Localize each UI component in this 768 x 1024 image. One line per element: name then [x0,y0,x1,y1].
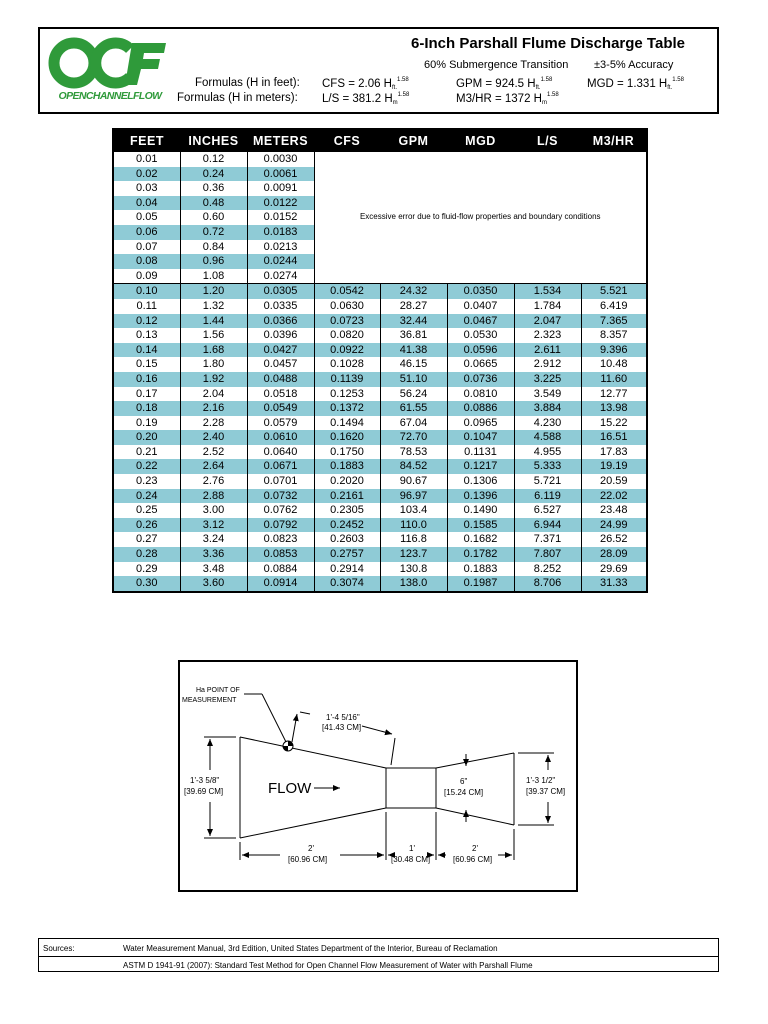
cell-feet: 0.09 [113,269,180,284]
cell-m3hr: 16.51 [581,430,647,445]
col-header-cfs: CFS [314,129,380,152]
top-dim-extension [391,738,395,765]
cell-meters: 0.0030 [247,152,314,167]
cell-inches: 0.36 [180,181,247,196]
cell-cfs: 0.0630 [314,299,380,314]
cell-gpm: 103.4 [380,503,447,518]
cell-mgd: 0.0596 [447,343,514,358]
cell-inches: 3.60 [180,576,247,592]
col-header-ls: L/S [514,129,581,152]
m3hr-formula: M3/HR = 1372 $H_m^{1.58}$ [456,92,559,106]
ha-label-line1: Ha POINT OF [196,687,240,694]
cell-gpm: 116.8 [380,532,447,547]
cell-mgd: 0.0665 [447,357,514,372]
cell-m3hr: 10.48 [581,357,647,372]
table-row [113,343,647,358]
cell-meters: 0.0305 [247,284,314,299]
bottom-mid-feet: 1' [409,844,415,853]
table-row [113,562,647,577]
cell-feet: 0.08 [113,254,180,269]
cell-inches: 3.12 [180,518,247,533]
cell-gpm: 36.81 [380,328,447,343]
cell-meters: 0.0640 [247,445,314,460]
table-row [113,503,647,518]
cell-feet: 0.21 [113,445,180,460]
cell-cfs: 0.2161 [314,489,380,504]
cell-gpm: 96.97 [380,489,447,504]
table-row [113,416,647,431]
cell-feet: 0.06 [113,225,180,240]
cell-meters: 0.0091 [247,181,314,196]
cell-meters: 0.0884 [247,562,314,577]
top-dim-arrow-left [292,714,297,742]
cell-gpm: 56.24 [380,387,447,402]
cell-feet: 0.19 [113,416,180,431]
cell-inches: 0.60 [180,210,247,225]
cell-cfs: 0.0723 [314,314,380,329]
cell-feet: 0.30 [113,576,180,592]
cell-feet: 0.20 [113,430,180,445]
cell-feet: 0.12 [113,314,180,329]
bottom-right-feet: 2' [472,844,478,853]
cell-meters: 0.0274 [247,269,314,284]
cell-m3hr: 13.98 [581,401,647,416]
cell-gpm: 28.27 [380,299,447,314]
sources-label: Sources: [43,944,75,953]
cell-ls: 4.230 [514,416,581,431]
cell-cfs: 0.2603 [314,532,380,547]
cell-meters: 0.0152 [247,210,314,225]
top-dim-feet: 1'-4 5/16" [326,713,360,722]
flume-diagram-box [178,660,578,892]
cell-gpm: 46.15 [380,357,447,372]
cell-mgd: 0.0886 [447,401,514,416]
cell-mgd: 0.0810 [447,387,514,402]
sources-box [38,938,719,972]
cell-inches: 2.88 [180,489,247,504]
col-header-meters: METERS [247,129,314,152]
cell-m3hr: 23.48 [581,503,647,518]
cell-meters: 0.0914 [247,576,314,592]
cell-gpm: 67.04 [380,416,447,431]
mgd-formula: MGD = 1.331 $H_{ft.}^{1.58}$ [587,77,684,91]
cell-inches: 3.00 [180,503,247,518]
cell-m3hr: 19.19 [581,459,647,474]
bottom-left-cm: [60.96 CM] [288,855,328,864]
cell-ls: 3.225 [514,372,581,387]
cell-cfs: 0.0820 [314,328,380,343]
cell-meters: 0.0610 [247,430,314,445]
cell-gpm: 72.70 [380,430,447,445]
cell-mgd: 0.1682 [447,532,514,547]
cell-inches: 1.32 [180,299,247,314]
cell-inches: 0.84 [180,240,247,255]
table-row [113,459,647,474]
cell-inches: 1.92 [180,372,247,387]
cell-ls: 6.527 [514,503,581,518]
cell-inches: 1.68 [180,343,247,358]
table-row [113,445,647,460]
table-row [113,328,647,343]
cell-inches: 0.72 [180,225,247,240]
cell-inches: 2.04 [180,387,247,402]
table-row [113,299,647,314]
cell-gpm: 130.8 [380,562,447,577]
cell-inches: 3.36 [180,547,247,562]
cell-meters: 0.0213 [247,240,314,255]
col-header-mgd: MGD [447,129,514,152]
cell-cfs: 0.2305 [314,503,380,518]
cell-meters: 0.0335 [247,299,314,314]
cell-ls: 2.323 [514,328,581,343]
cell-meters: 0.0518 [247,387,314,402]
excessive-error-note: Excessive error due to fluid-flow properties and boundary conditions [314,152,647,284]
cell-meters: 0.0061 [247,167,314,182]
cell-meters: 0.0762 [247,503,314,518]
cell-gpm: 41.38 [380,343,447,358]
col-header-inches: INCHES [180,129,247,152]
ha-point-marker [244,694,293,751]
cell-feet: 0.22 [113,459,180,474]
cell-m3hr: 26.52 [581,532,647,547]
cell-m3hr: 12.77 [581,387,647,402]
cell-gpm: 84.52 [380,459,447,474]
cell-ls: 8.252 [514,562,581,577]
right-dim-feet: 1'-3 1/2" [526,776,556,785]
cell-m3hr: 22.02 [581,489,647,504]
page-title: 6-Inch Parshall Flume Discharge Table [411,35,685,52]
cell-gpm: 32.44 [380,314,447,329]
col-header-feet: FEET [113,129,180,152]
cell-ls: 2.611 [514,343,581,358]
cell-meters: 0.0853 [247,547,314,562]
cell-feet: 0.11 [113,299,180,314]
cell-m3hr: 5.521 [581,284,647,299]
cell-ls: 6.119 [514,489,581,504]
cell-m3hr: 24.99 [581,518,647,533]
cell-m3hr: 7.365 [581,314,647,329]
col-header-m3hr: M3/HR [581,129,647,152]
cell-feet: 0.18 [113,401,180,416]
cell-meters: 0.0244 [247,254,314,269]
cell-cfs: 0.1750 [314,445,380,460]
cell-feet: 0.10 [113,284,180,299]
cell-meters: 0.0396 [247,328,314,343]
cell-mgd: 0.1217 [447,459,514,474]
cell-inches: 0.96 [180,254,247,269]
cell-cfs: 0.1139 [314,372,380,387]
cell-cfs: 0.2757 [314,547,380,562]
cell-feet: 0.26 [113,518,180,533]
cell-feet: 0.27 [113,532,180,547]
cell-meters: 0.0549 [247,401,314,416]
cell-mgd: 0.1047 [447,430,514,445]
cell-inches: 2.16 [180,401,247,416]
cell-gpm: 24.32 [380,284,447,299]
cell-ls: 7.807 [514,547,581,562]
cell-inches: 2.52 [180,445,247,460]
cell-ls: 2.047 [514,314,581,329]
cell-ls: 2.912 [514,357,581,372]
formulas-feet-label: Formulas (H in feet): [195,77,300,89]
cell-m3hr: 29.69 [581,562,647,577]
cell-m3hr: 11.60 [581,372,647,387]
cell-mgd: 0.0530 [447,328,514,343]
right-dim-cm: [39.37 CM] [526,787,566,796]
cell-m3hr: 15.22 [581,416,647,431]
cell-ls: 4.955 [514,445,581,460]
cell-mgd: 0.1987 [447,576,514,592]
cell-m3hr: 20.59 [581,474,647,489]
bottom-right-cm: [60.96 CM] [453,855,493,864]
cell-inches: 1.56 [180,328,247,343]
cell-ls: 5.721 [514,474,581,489]
cfs-formula: CFS = 2.06 $H_{ft.}^{1.58}$ [322,77,409,91]
cell-gpm: 51.10 [380,372,447,387]
cell-meters: 0.0823 [247,532,314,547]
col-header-gpm: GPM [380,129,447,152]
cell-inches: 2.40 [180,430,247,445]
cell-mgd: 0.1306 [447,474,514,489]
cell-m3hr: 31.33 [581,576,647,592]
cell-cfs: 0.1620 [314,430,380,445]
source-item: Water Measurement Manual, 3rd Edition, United States Department of the Interior, Bureau of Reclamation [123,944,498,953]
cell-cfs: 0.2020 [314,474,380,489]
cell-mgd: 0.1782 [447,547,514,562]
cell-mgd: 0.1585 [447,518,514,533]
cell-ls: 1.784 [514,299,581,314]
cell-mgd: 0.1490 [447,503,514,518]
cell-inches: 1.44 [180,314,247,329]
cell-meters: 0.0671 [247,459,314,474]
table-row [113,284,647,299]
cell-meters: 0.0732 [247,489,314,504]
cell-cfs: 0.0922 [314,343,380,358]
cell-gpm: 123.7 [380,547,447,562]
table-row [113,474,647,489]
cell-gpm: 78.53 [380,445,447,460]
table-row [113,518,647,533]
cell-mgd: 0.0736 [447,372,514,387]
discharge-table [112,128,648,593]
cell-gpm: 90.67 [380,474,447,489]
cell-feet: 0.07 [113,240,180,255]
cell-feet: 0.25 [113,503,180,518]
cell-inches: 0.48 [180,196,247,211]
cell-meters: 0.0457 [247,357,314,372]
table-row [113,372,647,387]
cell-m3hr: 8.357 [581,328,647,343]
cell-mgd: 0.0350 [447,284,514,299]
throat-dim-inches: 6" [460,777,468,786]
cell-ls: 5.333 [514,459,581,474]
cell-inches: 2.64 [180,459,247,474]
cell-mgd: 0.0965 [447,416,514,431]
cell-ls: 8.706 [514,576,581,592]
cell-gpm: 61.55 [380,401,447,416]
cell-inches: 3.24 [180,532,247,547]
cell-meters: 0.0488 [247,372,314,387]
cell-meters: 0.0366 [247,314,314,329]
cell-cfs: 0.1372 [314,401,380,416]
cell-mgd: 0.0467 [447,314,514,329]
cell-inches: 0.24 [180,167,247,182]
cell-cfs: 0.1253 [314,387,380,402]
cell-feet: 0.16 [113,372,180,387]
cell-inches: 1.80 [180,357,247,372]
cell-feet: 0.24 [113,489,180,504]
cell-feet: 0.03 [113,181,180,196]
table-row [113,489,647,504]
throat-dim-cm: [15.24 CM] [444,788,484,797]
cell-feet: 0.02 [113,167,180,182]
cell-mgd: 0.1883 [447,562,514,577]
header-box [38,27,719,114]
gpm-formula: GPM = 924.5 $H_{ft.}^{1.58}$ [456,77,553,91]
cell-gpm: 110.0 [380,518,447,533]
table-row [113,576,647,592]
left-dim-feet: 1'-3 5/8" [190,776,220,785]
cell-meters: 0.0792 [247,518,314,533]
cell-meters: 0.0122 [247,196,314,211]
cell-feet: 0.05 [113,210,180,225]
cell-m3hr: 28.09 [581,547,647,562]
flume-diagram [180,662,576,890]
left-dim-cm: [39.69 CM] [184,787,224,796]
cell-ls: 6.944 [514,518,581,533]
cell-feet: 0.23 [113,474,180,489]
table-row [113,314,647,329]
bottom-mid-cm: [30.48 CM] [391,855,431,864]
cell-cfs: 0.1883 [314,459,380,474]
top-dim-line-b [362,726,392,734]
table-row [113,401,647,416]
formulas-meters-label: Formulas (H in meters): [177,92,298,104]
cell-m3hr: 9.396 [581,343,647,358]
table-row [113,387,647,402]
sources-divider [39,956,718,957]
cell-cfs: 0.1494 [314,416,380,431]
cell-feet: 0.29 [113,562,180,577]
cell-inches: 2.28 [180,416,247,431]
cell-mgd: 0.1396 [447,489,514,504]
cell-cfs: 0.1028 [314,357,380,372]
cell-meters: 0.0427 [247,343,314,358]
cell-inches: 0.12 [180,152,247,167]
logo-text: OPENCHANNELFLOW [58,90,162,102]
cell-inches: 1.08 [180,269,247,284]
cell-cfs: 0.2452 [314,518,380,533]
cell-inches: 1.20 [180,284,247,299]
table-row [113,532,647,547]
cell-inches: 3.48 [180,562,247,577]
cell-ls: 7.371 [514,532,581,547]
cell-meters: 0.0701 [247,474,314,489]
cell-cfs: 0.2914 [314,562,380,577]
cell-feet: 0.13 [113,328,180,343]
cell-m3hr: 17.83 [581,445,647,460]
cell-inches: 2.76 [180,474,247,489]
cell-feet: 0.17 [113,387,180,402]
cell-meters: 0.0579 [247,416,314,431]
cell-feet: 0.04 [113,196,180,211]
cell-feet: 0.15 [113,357,180,372]
ls-formula: L/S = 381.2 $H_m^{1.58}$ [322,92,410,106]
cell-ls: 3.884 [514,401,581,416]
flow-label: FLOW [268,780,312,797]
cell-mgd: 0.1131 [447,445,514,460]
submergence-label: 60% Submergence Transition [424,59,569,71]
cell-ls: 3.549 [514,387,581,402]
table-header-row [113,129,647,152]
top-dim-cm: [41.43 CM] [322,723,362,732]
top-dim-line-a [300,712,310,714]
cell-meters: 0.0183 [247,225,314,240]
cell-ls: 4.588 [514,430,581,445]
cell-mgd: 0.0407 [447,299,514,314]
table-row [113,152,647,167]
cell-cfs: 0.3074 [314,576,380,592]
cell-feet: 0.28 [113,547,180,562]
cell-m3hr: 6.419 [581,299,647,314]
table-row [113,547,647,562]
cell-ls: 1.534 [514,284,581,299]
table-body [113,152,647,592]
table-row [113,357,647,372]
ha-label-line2: MEASUREMENT [182,697,237,704]
bottom-left-feet: 2' [308,844,314,853]
cell-cfs: 0.0542 [314,284,380,299]
cell-feet: 0.14 [113,343,180,358]
table-row [113,430,647,445]
cell-feet: 0.01 [113,152,180,167]
cell-gpm: 138.0 [380,576,447,592]
accuracy-label: ±3-5% Accuracy [594,59,674,71]
source-item: ASTM D 1941-91 (2007): Standard Test Method for Open Channel Flow Measurement of Water with Parshall Flume [123,961,533,970]
